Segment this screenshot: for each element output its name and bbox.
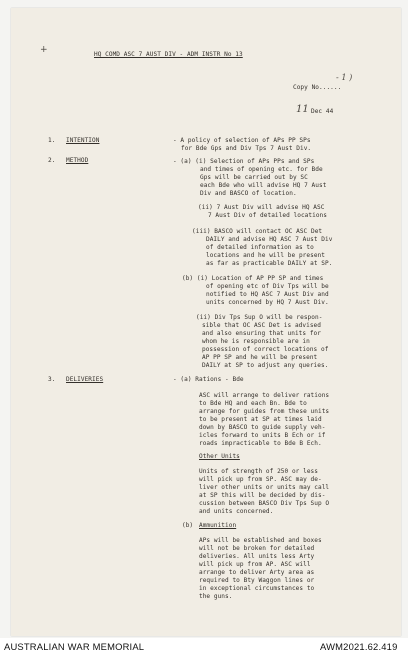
section-2-number: 2. (48, 157, 56, 164)
other-units-line: at SP this will be decided by dis- (199, 492, 326, 499)
hole-mark: + (40, 45, 48, 55)
method-b-ii-line: (ii) Div Tps Sup O will be respon- (196, 314, 323, 321)
ammunition-line: arrange to deliver Arty area as (199, 569, 315, 576)
date: Dec 44 (311, 108, 334, 115)
section-1-line: - A policy of selection of APs PP SPs (173, 137, 311, 144)
method-a-line: Div and BASCO of location. (200, 190, 297, 197)
method-b-ii-line: whom he is responsible are in (202, 338, 310, 345)
method-b-ii-line: and also ensuring that units for (202, 330, 321, 337)
method-b-line: units concerned by HQ 7 Aust Div. (206, 299, 329, 306)
handwritten-mark: - 1 ) (336, 73, 353, 82)
ammunition-line: will pick up from AP. ASC will (199, 561, 311, 568)
method-a-line: Gps will be carried out by SC (200, 174, 308, 181)
deliveries-a-line: arrange for guides from these units (199, 408, 330, 415)
deliveries-a-line: down by BASCO to guide supply veh- (199, 424, 326, 431)
method-a-iii-line: locations and he will be present (206, 252, 325, 259)
method-a-iii-line: DAILY and advise HQ ASC 7 Aust Div (206, 236, 333, 243)
deliveries-a-line: roads impracticable to Bde B Ech. (199, 440, 322, 447)
method-a-line: - (a) (i) Selection of APs PPs and SPs (173, 158, 315, 165)
section-1-line: for Bde Gps and Div Tps 7 Aust Div. (181, 145, 312, 152)
other-units-line: cussion between BASCO Div Tps Sup O (199, 500, 330, 507)
method-a-iii-line: as far as practicable DAILY at SP. (206, 260, 333, 267)
method-a-line: each Bde who will advise HQ 7 Aust (200, 182, 327, 189)
method-a-line: and times of opening etc. for Bde (200, 166, 323, 173)
deliveries-a-line: icles forward to units B Ech or if (199, 432, 326, 439)
method-a-ii-line: 7 Aust Div of detailed locations (208, 212, 327, 219)
other-units-heading: Other Units (199, 453, 240, 460)
method-b-ii-line: AP PP SP and he will be present (202, 354, 318, 361)
other-units-line: will pick up from SP. ASC may de- (199, 476, 322, 483)
method-b-line: of opening etc of Div Tps will be (206, 283, 329, 290)
method-b-line: (b) (i) Location of AP PP SP and times (182, 275, 324, 282)
section-3-number: 3. (48, 376, 56, 383)
ammunition-line: APs will be established and boxes (199, 537, 322, 544)
method-a-ii-line: (ii) 7 Aust Div will advise HQ ASC (198, 204, 325, 211)
ammunition-heading: Ammunition (199, 522, 237, 529)
ammunition-line: will not be broken for detailed (199, 545, 315, 552)
method-b-ii-line: DAILY at SP to adjust any queries. (202, 362, 329, 369)
date-day-handwritten: 11 (296, 104, 309, 115)
section-1-number: 1. (48, 137, 56, 144)
ammunition-line: the guns. (199, 593, 233, 600)
deliveries-a-line: ASC will arrange to deliver rations (199, 392, 330, 399)
deliveries-a-label: - (a) Rations - Bde (173, 376, 244, 383)
ammunition-line: deliveries. All units less Arty (199, 553, 315, 560)
footer-source: AUSTRALIAN WAR MEMORIAL (4, 641, 145, 652)
footer-accession-number: AWM2021.62.419 (320, 641, 398, 652)
document-title: HQ COMD ASC 7 AUST DIV - ADM INSTR No 13 (94, 51, 243, 58)
section-1-heading: INTENTION (66, 137, 100, 144)
other-units-line: and units concerned. (199, 508, 274, 515)
other-units-line: liver other units or units may call (199, 484, 330, 491)
method-b-ii-line: sible that OC ASC Det is advised (202, 322, 321, 329)
method-b-line: notified to HQ ASC 7 Aust Div and (206, 291, 329, 298)
deliveries-a-line: to Bde HQ and each Bn. Bde to (199, 400, 307, 407)
ammunition-line: in exceptional circumstances to (199, 585, 315, 592)
ammunition-line: required to Bty Waggon lines or (199, 577, 315, 584)
section-2-heading: METHOD (66, 157, 89, 164)
section-3-heading: DELIVERIES (66, 376, 104, 383)
method-a-iii-line: (iii) BASCO will contact OC ASC Det (192, 228, 323, 235)
deliveries-a-line: to be present at SP at times laid (199, 416, 322, 423)
other-units-line: Units of strength of 250 or less (199, 468, 318, 475)
method-b-ii-line: possession of correct locations of (202, 346, 329, 353)
copy-number: Copy No...... (293, 84, 342, 91)
method-a-iii-line: of detailed information as to (206, 244, 314, 251)
deliveries-b-number: (b) (182, 522, 194, 529)
